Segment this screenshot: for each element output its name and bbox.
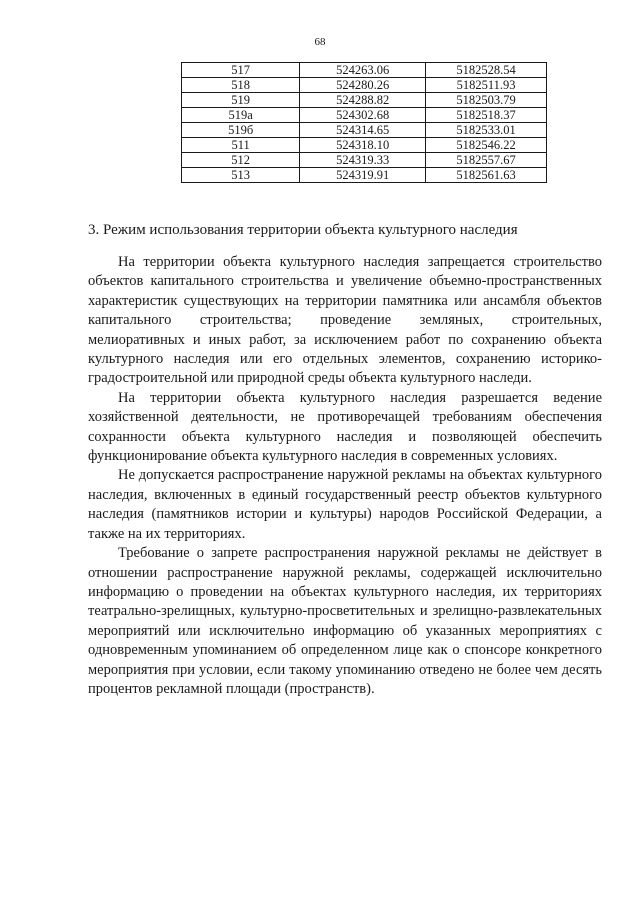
section-heading: 3. Режим использования территории объекта культурного наследия	[88, 222, 518, 238]
y-coordinate-cell: 5182561.63	[426, 168, 547, 183]
section-body	[88, 253, 602, 699]
page-number: 68	[314, 36, 326, 48]
table-row	[182, 78, 547, 93]
point-number-cell: 513	[182, 168, 300, 183]
table-row	[182, 63, 547, 78]
x-coordinate-cell: 524319.91	[300, 168, 426, 183]
point-number-cell: 512	[182, 153, 300, 168]
table-row	[182, 168, 547, 183]
x-coordinate-cell: 524263.06	[300, 63, 426, 78]
point-number-cell: 518	[182, 78, 300, 93]
x-coordinate-cell: 524318.10	[300, 138, 426, 153]
table-row	[182, 108, 547, 123]
y-coordinate-cell: 5182518.37	[426, 108, 547, 123]
point-number-cell: 519	[182, 93, 300, 108]
y-coordinate-cell: 5182557.67	[426, 153, 547, 168]
x-coordinate-cell: 524314.65	[300, 123, 426, 138]
paragraph-construction-prohibition: На территории объекта культурного наследия запрещается строительство объектов капитального строительства и увеличение объемно-пространственных характеристик существующих на территории памятника или ансамбля объектов капитального строительства; проведение земляных, строительных, мелиоративных и иных работ, за исключением работ по сохранению объекта культурного наследия или его отдельных элементов, сохранению историко-градостроительной или природной среды объекта культурного наследи.	[88, 254, 602, 387]
paragraph-advertising-prohibition: Не допускается распространение наружной рекламы на объектах культурного наследия, включенных в единый государственный реестр объектов культурного наследия (памятников истории и культуры) народов Российской Федерации, а также на их территориях.	[88, 467, 602, 542]
x-coordinate-cell: 524302.68	[300, 108, 426, 123]
x-coordinate-cell: 524319.33	[300, 153, 426, 168]
point-number-cell: 517	[182, 63, 300, 78]
point-number-cell: 519б	[182, 123, 300, 138]
table-row	[182, 123, 547, 138]
point-number-cell: 519а	[182, 108, 300, 123]
y-coordinate-cell: 5182546.22	[426, 138, 547, 153]
point-number-cell: 511	[182, 138, 300, 153]
coordinates-table	[181, 62, 547, 183]
coordinates-table-body	[182, 63, 547, 183]
table-row	[182, 138, 547, 153]
paragraph-advertising-exception: Требование о запрете распространения наружной рекламы не действует в отношении распространение наружной рекламы, содержащей исключительно информацию о проведении на объектах культурного наследия, их территориях театрально-зрелищных, культурно-просветительных и зрелищно-развлекательных мероприятий или исключительно информацию об указанных мероприятиях с одновременным упоминанием об определенном лице как о спонсоре конкретного мероприятия при условии, если такому упоминанию отведено не более чем десять процентов рекламной площади (пространств).	[88, 545, 602, 697]
y-coordinate-cell: 5182528.54	[426, 63, 547, 78]
y-coordinate-cell: 5182511.93	[426, 78, 547, 93]
table-row	[182, 93, 547, 108]
y-coordinate-cell: 5182503.79	[426, 93, 547, 108]
paragraph-economic-activity: На территории объекта культурного наследия разрешается ведение хозяйственной деятельности, не противоречащей требованиям обеспечения сохранности объекта культурного наследия и позволяющей обеспечить функционирование объекта культурного наследия в современных условиях.	[88, 389, 602, 465]
x-coordinate-cell: 524288.82	[300, 93, 426, 108]
y-coordinate-cell: 5182533.01	[426, 123, 547, 138]
x-coordinate-cell: 524280.26	[300, 78, 426, 93]
table-row	[182, 153, 547, 168]
